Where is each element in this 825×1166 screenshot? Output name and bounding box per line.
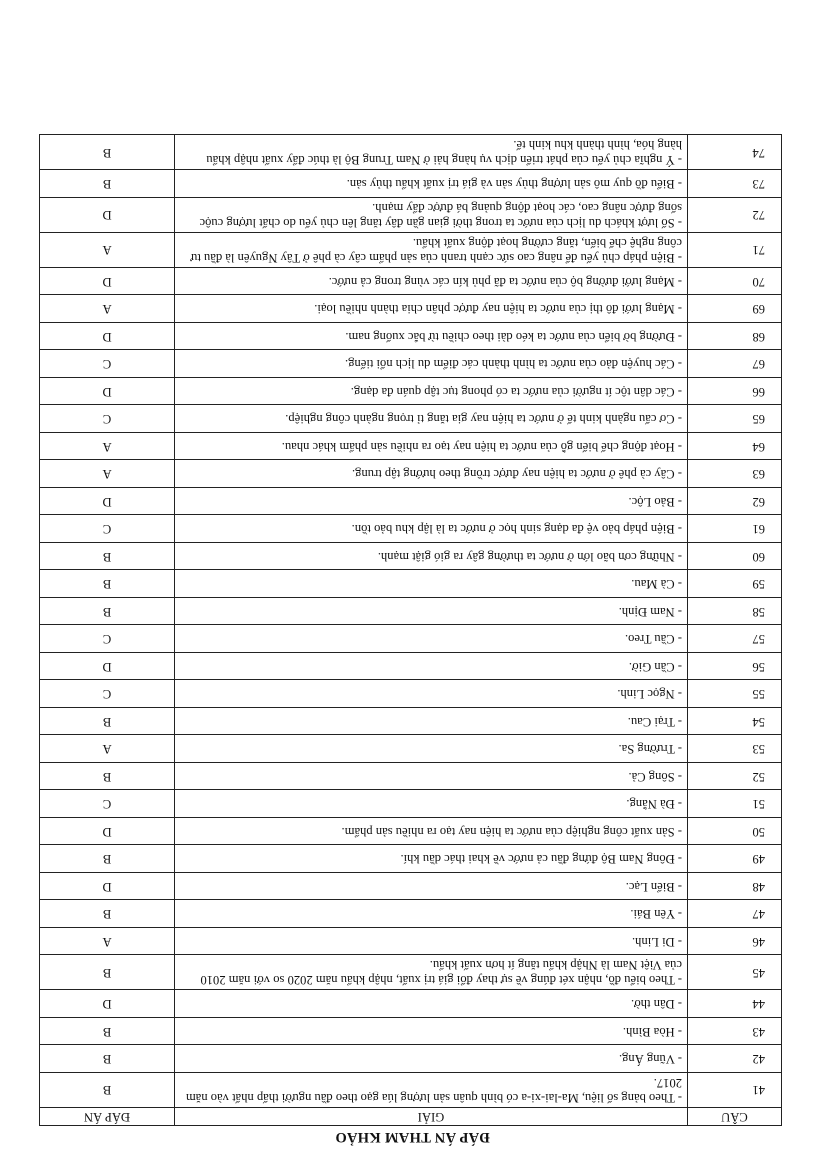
table-row (40, 680, 782, 708)
question-number-cell: 52 (688, 763, 782, 791)
question-number-cell: 67 (688, 350, 782, 378)
solution-cell: - Cây cà phê ở nước ta hiện nay được trồng theo hướng tập trung. (175, 460, 688, 488)
answer-cell: A (40, 460, 175, 488)
answer-cell: D (40, 818, 175, 846)
table-row (40, 198, 782, 233)
table-row (40, 233, 782, 268)
table-row (40, 488, 782, 516)
answer-cell: B (40, 763, 175, 791)
answer-cell: D (40, 488, 175, 516)
table-row (40, 625, 782, 653)
solution-cell: - Số lượt khách du lịch của nước ta trong thời gian gần đây tăng lên chủ yếu do chất lượng cuộc sống được nâng cao, các hoạt động quảng bá được đẩy mạnh. (175, 198, 688, 233)
table-row (40, 708, 782, 736)
solution-cell: - Đường bờ biển của nước ta kéo dài theo chiều từ bắc xuống nam. (175, 323, 688, 351)
solution-cell: - Hoạt động chế biến gỗ của nước ta hiện nay tạo ra nhiều sản phẩm khác nhau. (175, 433, 688, 461)
table-row (40, 955, 782, 990)
answer-cell: B (40, 135, 175, 170)
table-row (40, 170, 782, 198)
header-dap-an: ĐÁP ÁN (40, 1108, 175, 1126)
question-number-cell: 70 (688, 268, 782, 296)
table-row (40, 515, 782, 543)
table-row (40, 818, 782, 846)
solution-cell: - Bảo Lộc. (175, 488, 688, 516)
answer-cell: B (40, 1045, 175, 1073)
solution-cell: - Sản xuất công nghiệp của nước ta hiện nay tạo ra nhiều sản phẩm. (175, 818, 688, 846)
solution-cell: - Các dân tộc ít người của nước ta có phong tục tập quán đa dạng. (175, 378, 688, 406)
answer-cell: C (40, 515, 175, 543)
question-number-cell: 59 (688, 570, 782, 598)
table-row (40, 570, 782, 598)
solution-cell: - Theo biểu đồ, nhận xét đúng về sự thay đổi giá trị xuất, nhập khẩu năm 2020 so với năm 2010 của Việt Nam là Nhập khẩu tăng ít hơn xuất khẩu. (175, 955, 688, 990)
question-number-cell: 57 (688, 625, 782, 653)
question-number-cell: 50 (688, 818, 782, 846)
table-row (40, 598, 782, 626)
table-row (40, 1073, 782, 1108)
table-row (40, 350, 782, 378)
question-number-cell: 48 (688, 873, 782, 901)
question-number-cell: 60 (688, 543, 782, 571)
solution-cell: - Đà Nẵng. (175, 790, 688, 818)
solution-cell: - Biểu đồ quy mô sản lượng thủy sản và giá trị xuất khẩu thủy sản. (175, 170, 688, 198)
answer-cell: B (40, 900, 175, 928)
answer-cell: C (40, 680, 175, 708)
answer-cell: D (40, 378, 175, 406)
solution-cell: - Nam Định. (175, 598, 688, 626)
solution-cell: - Trại Cau. (175, 708, 688, 736)
question-number-cell: 51 (688, 790, 782, 818)
question-number-cell: 63 (688, 460, 782, 488)
table-row (40, 543, 782, 571)
answer-cell: B (40, 598, 175, 626)
answer-cell: D (40, 268, 175, 296)
solution-cell: - Di Linh. (175, 928, 688, 956)
solution-cell: - Ngọc Linh. (175, 680, 688, 708)
solution-cell: - Trường Sa. (175, 735, 688, 763)
answer-cell: D (40, 323, 175, 351)
question-number-cell: 62 (688, 488, 782, 516)
solution-cell: - Mạng lưới đô thị của nước ta hiện nay được phân chia thành nhiều loại. (175, 295, 688, 323)
answer-cell: D (40, 653, 175, 681)
question-number-cell: 47 (688, 900, 782, 928)
question-number-cell: 74 (688, 135, 782, 170)
table-row (40, 763, 782, 791)
question-number-cell: 53 (688, 735, 782, 763)
answer-cell: C (40, 350, 175, 378)
solution-cell: - Cơ cấu ngành kinh tế ở nước ta hiện nay gia tăng tỉ trọng ngành công nghiệp. (175, 405, 688, 433)
answer-cell: B (40, 1073, 175, 1108)
solution-cell: - Cần Giờ. (175, 653, 688, 681)
solution-cell: - Đông Nam Bộ đứng đầu cả nước về khai thác dầu khí. (175, 845, 688, 873)
question-number-cell: 73 (688, 170, 782, 198)
table-row (40, 653, 782, 681)
question-number-cell: 54 (688, 708, 782, 736)
question-number-cell: 41 (688, 1073, 782, 1108)
question-number-cell: 55 (688, 680, 782, 708)
question-number-cell: 58 (688, 598, 782, 626)
solution-cell: - Dân thờ. (175, 990, 688, 1018)
answer-cell: D (40, 198, 175, 233)
solution-cell: - Sông Cả. (175, 763, 688, 791)
solution-cell: - Theo bảng số liệu, Ma-lai-xi-a có bình quân sản lượng lúa gạo theo đầu người thấp nhất vào năm 2017. (175, 1073, 688, 1108)
table-row (40, 1018, 782, 1046)
question-number-cell: 42 (688, 1045, 782, 1073)
answer-cell: B (40, 708, 175, 736)
answer-cell: A (40, 233, 175, 268)
question-number-cell: 44 (688, 990, 782, 1018)
header-cau: CÂU (688, 1108, 782, 1126)
table-row (40, 900, 782, 928)
question-number-cell: 43 (688, 1018, 782, 1046)
table-row (40, 873, 782, 901)
solution-cell: - Yên Bái. (175, 900, 688, 928)
answer-table (39, 135, 782, 1127)
solution-cell: - Biện pháp bảo vệ đa dạng sinh học ở nước ta là lập khu bảo tồn. (175, 515, 688, 543)
answer-cell: B (40, 543, 175, 571)
table-row (40, 405, 782, 433)
solution-cell: - Biển Lạc. (175, 873, 688, 901)
table-row (40, 295, 782, 323)
answer-cell: A (40, 928, 175, 956)
question-number-cell: 56 (688, 653, 782, 681)
question-number-cell: 72 (688, 198, 782, 233)
answer-cell: B (40, 1018, 175, 1046)
table-row (40, 268, 782, 296)
table-row (40, 1045, 782, 1073)
solution-cell: - Hòa Bình. (175, 1018, 688, 1046)
answer-cell: D (40, 873, 175, 901)
answer-cell: A (40, 433, 175, 461)
answer-cell: D (40, 990, 175, 1018)
table-header-row (40, 1108, 782, 1126)
table-row (40, 790, 782, 818)
solution-cell: - Các huyện đảo của nước ta hình thành các điểm du lịch nổi tiếng. (175, 350, 688, 378)
answer-cell: C (40, 625, 175, 653)
table-row (40, 433, 782, 461)
solution-cell: - Cà Mau. (175, 570, 688, 598)
question-number-cell: 64 (688, 433, 782, 461)
table-row (40, 460, 782, 488)
question-number-cell: 45 (688, 955, 782, 990)
question-number-cell: 68 (688, 323, 782, 351)
header-giai: GIẢI (175, 1108, 688, 1126)
table-row (40, 135, 782, 170)
answer-cell: B (40, 570, 175, 598)
question-number-cell: 69 (688, 295, 782, 323)
table-row (40, 735, 782, 763)
answer-cell: C (40, 405, 175, 433)
table-row (40, 323, 782, 351)
answer-cell: A (40, 295, 175, 323)
answer-cell: C (40, 790, 175, 818)
solution-cell: - Những cơn bão lớn ở nước ta thường gây ra gió giật mạnh. (175, 543, 688, 571)
question-number-cell: 49 (688, 845, 782, 873)
table-row (40, 928, 782, 956)
solution-cell: - Vũng Áng. (175, 1045, 688, 1073)
answer-cell: B (40, 845, 175, 873)
table-row (40, 990, 782, 1018)
page-title: ĐÁP ÁN THAM KHẢO (335, 1129, 490, 1145)
table-row (40, 378, 782, 406)
question-number-cell: 65 (688, 405, 782, 433)
solution-cell: - Mạng lưới đường bộ của nước ta đã phủ kín các vùng trong cả nước. (175, 268, 688, 296)
answer-cell: A (40, 735, 175, 763)
solution-cell: - Biện pháp chủ yếu để nâng cao sức cạnh tranh của sản phẩm cây cà phê ở Tây Nguyên là đầu tư công nghệ chế biến, tăng cường hoạt động xuất khẩu. (175, 233, 688, 268)
table-row (40, 845, 782, 873)
solution-cell: - Ý nghĩa chủ yếu của phát triển dịch vụ hàng hải ở Nam Trung Bộ là thúc đẩy xuất nhập khẩu hàng hóa, hình thành khu kinh tế. (175, 135, 688, 170)
solution-cell: - Cầu Treo. (175, 625, 688, 653)
question-number-cell: 71 (688, 233, 782, 268)
question-number-cell: 46 (688, 928, 782, 956)
question-number-cell: 66 (688, 378, 782, 406)
answer-cell: B (40, 170, 175, 198)
question-number-cell: 61 (688, 515, 782, 543)
answer-cell: B (40, 955, 175, 990)
